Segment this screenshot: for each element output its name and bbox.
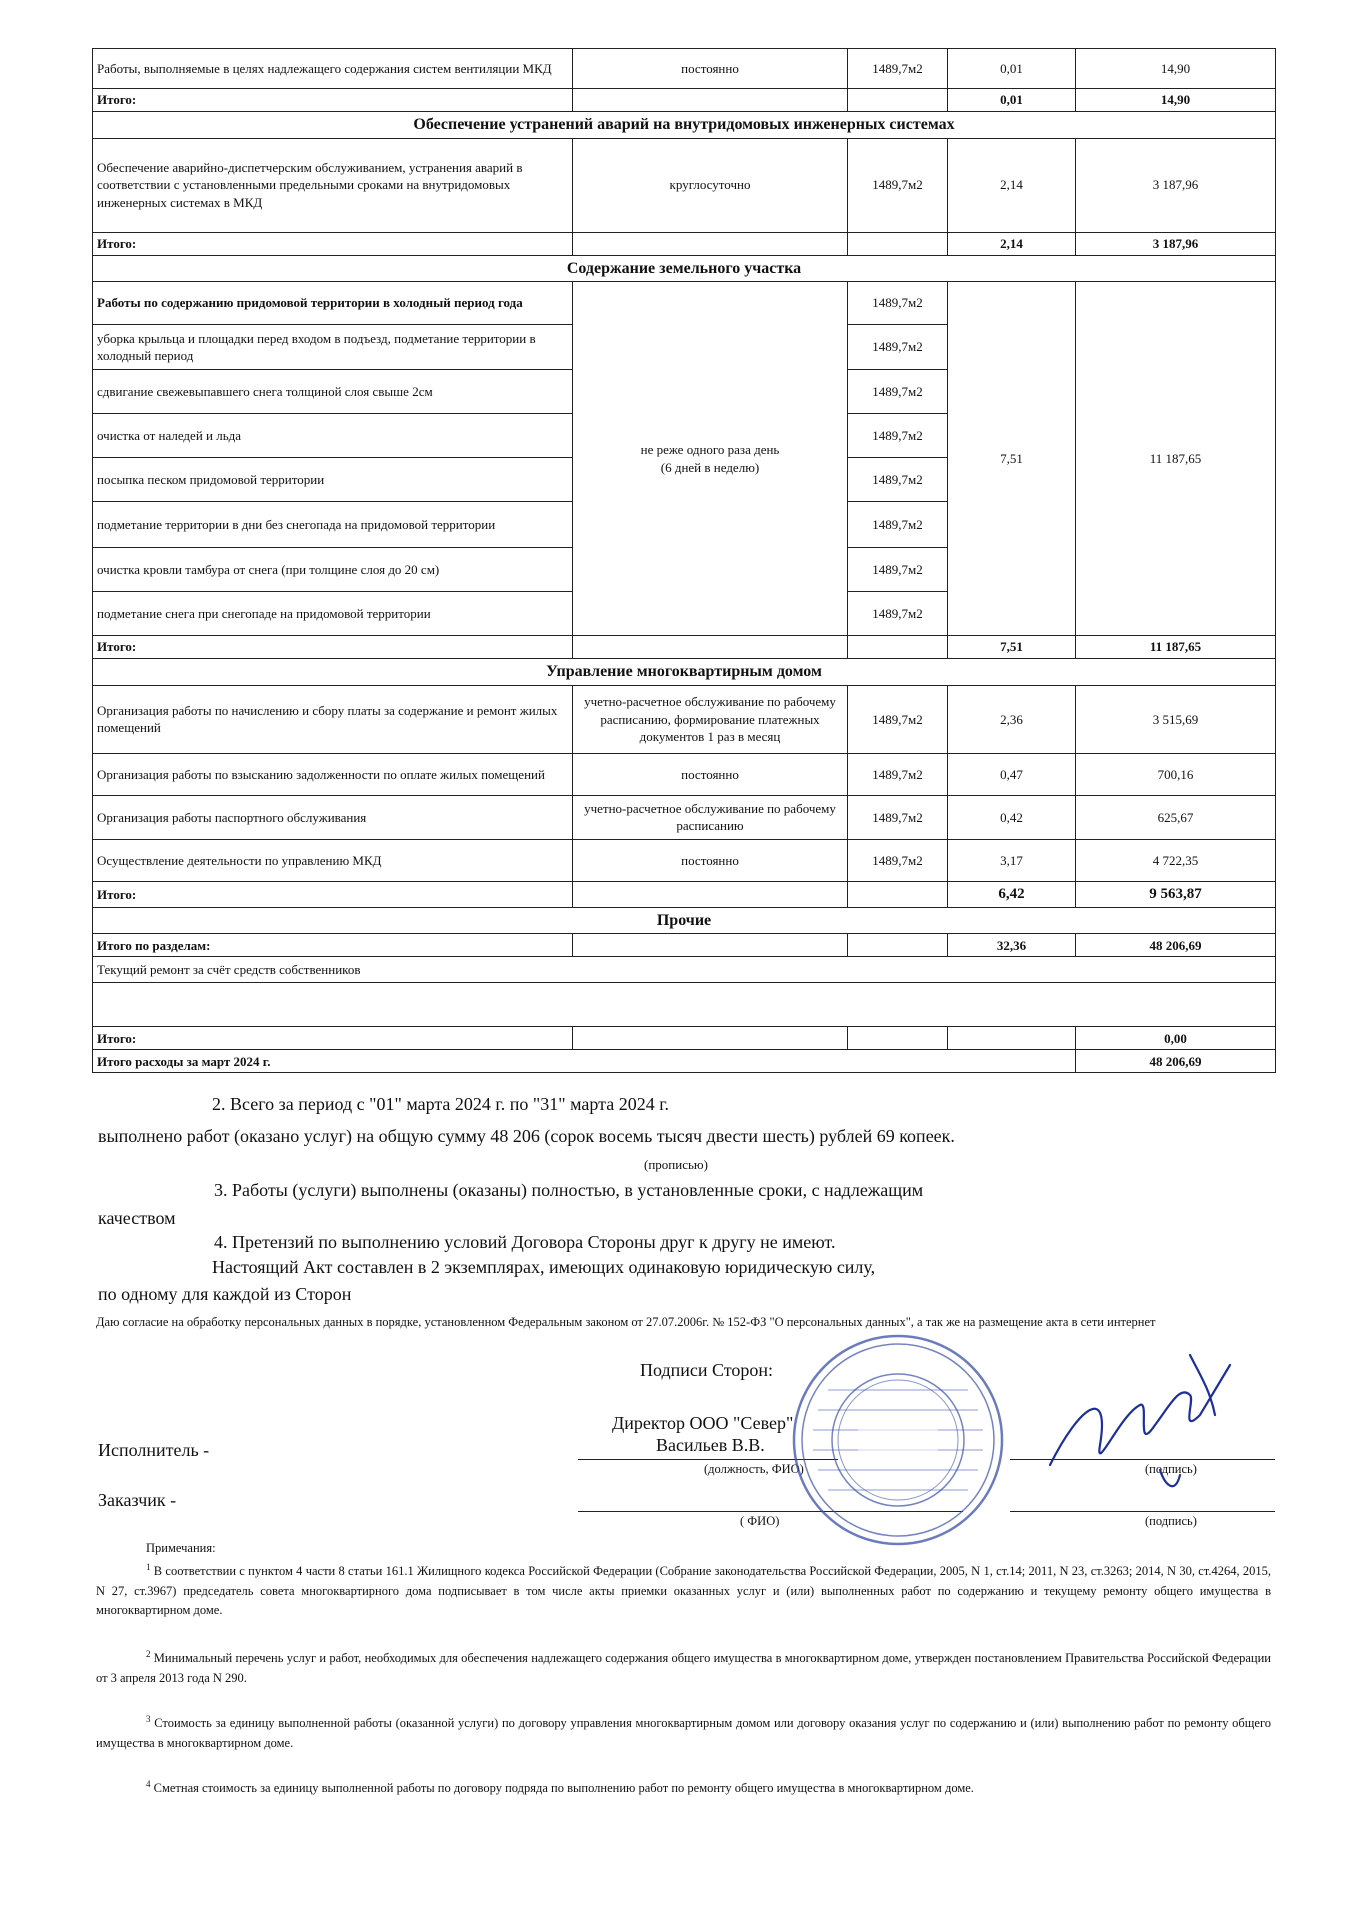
row-rate: 2,14 (948, 138, 1076, 232)
table-row (93, 282, 1276, 325)
row-unit: 1489,7м2 (848, 592, 948, 636)
note-1: $^1$ В соответствии с пунктом 4 части 8 статьи 161.1 Жилищного кодекса Российской Федерации (Собрание законодательства Российской Федерации, 2005, N 1, ст.14; 2011, N 23, ст.3263; 2014, N 30, ст.4264, 2015, N 27, ст.3967) председатель совета многоквартирного дома подписывает в том числе акты приемки оказанных услуг и (или) выполненных работ по содержанию и текущему ремонту общего имущества в многоквартирном доме. (96, 1562, 1271, 1617)
row-sum: 3 187,96 (1076, 138, 1276, 232)
note-4: $^4$ Сметная стоимость за единицу выполненной работы по договору подряда по выполнению работ по ремонту общего имущества в многоквартирном доме. (146, 1779, 974, 1796)
row-unit: 1489,7м2 (848, 458, 948, 502)
notes-title: Примечания: (146, 1541, 216, 1555)
total-sum: 48 206,69 (1076, 934, 1276, 957)
total-rate: 0,01 (948, 89, 1076, 112)
services-table (92, 48, 1276, 1073)
table-row (93, 957, 1276, 983)
row-frequency: учетно-расчетное обслуживание по рабочему расписанию (573, 795, 848, 839)
table-row (93, 49, 1276, 89)
total-rate: 6,42 (948, 881, 1076, 907)
table-row (93, 685, 1276, 753)
total-row (93, 89, 1276, 112)
section-header (93, 907, 1276, 934)
row-name: посыпка песком придомовой территории (93, 458, 573, 502)
row-unit: 1489,7м2 (848, 49, 948, 89)
row-unit: 1489,7м2 (848, 502, 948, 548)
row-name: Организация работы по взысканию задолженности по оплате жилых помещений (93, 753, 573, 795)
repair-title: Текущий ремонт за счёт средств собственников (93, 957, 1276, 983)
row-name: подметание снега при снегопаде на придомовой территории (93, 592, 573, 636)
total-label: Итого: (93, 881, 573, 907)
row-unit: 1489,7м2 (848, 548, 948, 592)
empty-row (93, 983, 1276, 1027)
total-sum: 14,90 (1076, 89, 1276, 112)
total-label: Итого: (93, 1027, 573, 1050)
row-frequency: постоянно (573, 49, 848, 89)
row-sum: 700,16 (1076, 753, 1276, 795)
note-4-text: Сметная стоимость за единицу выполненной работы по договору подряда по выполнению работ по ремонту общего имущества в многоквартирном доме. (153, 1781, 974, 1796)
total-sum: 48 206,69 (1076, 1050, 1276, 1073)
section-title: Содержание земельного участка (93, 255, 1276, 282)
total-row (93, 881, 1276, 907)
table-row (93, 795, 1276, 839)
row-name: Организация работы паспортного обслуживания (93, 795, 573, 839)
total-row (93, 1027, 1276, 1050)
paragraph-2: 2. Всего за период с "01" марта 2024 г. по "31" марта 2024 г. (212, 1094, 670, 1114)
total-label: Итого: (93, 232, 573, 255)
total-label: Итого по разделам: (93, 934, 573, 957)
total-sum: 9 563,87 (1076, 881, 1276, 907)
note-3: $^3$ Стоимость за единицу выполненной работы (оказанной услуги) по договору управления многоквартирным домом или договору оказания услуг по содержанию и (или) выполнению работ по ремонту общего имущества в многоквартирном доме. (96, 1714, 1272, 1750)
total-row (93, 232, 1276, 255)
row-unit: 1489,7м2 (848, 839, 948, 881)
row-frequency (573, 282, 848, 636)
section-title: Управление многоквартирным домом (93, 659, 1276, 686)
frequency-line: не реже одного раза день (640, 442, 780, 458)
paragraph-3: 3. Работы (услуги) выполнены (оказаны) полностью, в установленные сроки, с надлежащим (214, 1180, 924, 1200)
row-unit: 1489,7м2 (848, 753, 948, 795)
fio-caption: ( ФИО) (740, 1514, 780, 1528)
row-sum: 4 722,35 (1076, 839, 1276, 881)
signature-caption: (подпись) (1145, 1514, 1197, 1528)
row-frequency: учетно-расчетное обслуживание по рабочему расписанию, формирование платежных документов 1 раз в месяц (573, 685, 848, 753)
row-name: подметание территории в дни без снегопада на придомовой территории (93, 502, 573, 548)
row-rate: 3,17 (948, 839, 1076, 881)
row-name: уборка крыльца и площадки перед входом в подъезд, подметание территории в холодный период (93, 325, 573, 370)
table-row (93, 983, 1276, 1027)
total-label: Итого: (93, 636, 573, 659)
total-rate: 32,36 (948, 934, 1076, 957)
row-unit: 1489,7м2 (848, 795, 948, 839)
row-name: сдвигание свежевыпавшего снега толщиной слоя свыше 2см (93, 370, 573, 414)
note-2-text: Минимальный перечень услуг и работ, необходимых для обеспечения надлежащего содержания общего имущества в многоквартирном доме, утвержден постановлением Правительства Российской Федерации от 3 апреля 2013 года N 290. (96, 1651, 1271, 1685)
section-header (93, 112, 1276, 139)
executor-label: Исполнитель - (98, 1440, 210, 1460)
total-rate: 7,51 (948, 636, 1076, 659)
row-rate: 0,01 (948, 49, 1076, 89)
signature-icon (1040, 1345, 1240, 1505)
row-name: Осуществление деятельности по управлению МКД (93, 839, 573, 881)
total-row (93, 1050, 1276, 1073)
customer-sign-line (1010, 1511, 1275, 1512)
paragraph-3-cont: качеством (98, 1208, 176, 1228)
paragraph-5-cont: по одному для каждой из Сторон (98, 1284, 352, 1304)
paragraph-2-amount: выполнено работ (оказано услуг) на общую сумму 48 206 (сорок восемь тысяч двести шесть) рублей 69 копеек. (98, 1126, 955, 1146)
section-title: Прочие (93, 907, 1276, 934)
paragraph-4: 4. Претензий по выполнению условий Договора Стороны друг к другу не имеют. (214, 1232, 836, 1252)
table-row (93, 839, 1276, 881)
table-row (93, 138, 1276, 232)
row-rate: 2,36 (948, 685, 1076, 753)
row-unit: 1489,7м2 (848, 138, 948, 232)
row-name: Обеспечение аварийно-диспетчерским обслуживанием, устранения аварий в соответствии с установленными предельными сроками на внутридомовых инженерных системах в МКД (93, 138, 573, 232)
total-label: Итого расходы за март 2024 г. (93, 1050, 1076, 1073)
words-caption: (прописью) (644, 1157, 708, 1172)
row-name: очистка кровли тамбура от снега (при толщине слоя до 20 см) (93, 548, 573, 592)
row-frequency: круглосуточно (573, 138, 848, 232)
row-sum: 14,90 (1076, 49, 1276, 89)
note-3-text: Стоимость за единицу выполненной работы (оказанной услуги) по договору управления многоквартирным домом или договору оказания услуг по содержанию и (или) выполнению работ по ремонту общего имущества в многоквартирном доме. (96, 1716, 1272, 1750)
total-row (93, 636, 1276, 659)
row-unit: 1489,7м2 (848, 370, 948, 414)
paragraph-5: Настоящий Акт составлен в 2 экземплярах, имеющих одинаковую юридическую силу, (212, 1257, 876, 1277)
section-title: Обеспечение устранений аварий на внутридомовых инженерных системах (93, 112, 1276, 139)
section-header (93, 659, 1276, 686)
total-sum: 11 187,65 (1076, 636, 1276, 659)
customer-label: Заказчик - (98, 1490, 177, 1510)
company-stamp-icon (788, 1330, 1008, 1550)
row-frequency: постоянно (573, 839, 848, 881)
total-sum: 0,00 (1076, 1027, 1276, 1050)
position-caption: (должность, ФИО) (704, 1462, 804, 1476)
director-name: Васильев В.В. (656, 1435, 765, 1455)
note-2: $^2$ Минимальный перечень услуг и работ, необходимых для обеспечения надлежащего содержания общего имущества в многоквартирном доме, утвержден постановлением Правительства Российской Федерации от 3 апреля 2013 года N 290. (96, 1649, 1271, 1685)
row-name: Организация работы по начислению и сбору платы за содержание и ремонт жилых помещений (93, 685, 573, 753)
table-row (93, 753, 1276, 795)
row-name: Работы по содержанию придомовой территории в холодный период года (93, 282, 573, 325)
signatures-title: Подписи Сторон: (640, 1360, 774, 1380)
row-sum: 11 187,65 (1076, 282, 1276, 636)
row-rate: 7,51 (948, 282, 1076, 636)
row-name: очистка от наледей и льда (93, 414, 573, 458)
total-row (93, 934, 1276, 957)
row-unit: 1489,7м2 (848, 685, 948, 753)
note-1-text: В соответствии с пунктом 4 части 8 статьи 161.1 Жилищного кодекса Российской Федерации (Собрание законодательства Российской Федерации, 2005, N 1, ст.14; 2011, N 23, ст.3263; 2014, N 30, ст.4264, 2015, N 27, ст.3967) председатель совета многоквартирного дома подписывает в том числе акты приемки оказанных услуг и (или) выполненных работ по содержанию и текущему ремонту общего имущества в многоквартирном доме. (96, 1564, 1271, 1617)
director-title: Директор ООО "Север" (612, 1413, 794, 1433)
section-header (93, 255, 1276, 282)
row-frequency: постоянно (573, 753, 848, 795)
total-rate: 2,14 (948, 232, 1076, 255)
row-rate: 0,47 (948, 753, 1076, 795)
total-sum: 3 187,96 (1076, 232, 1276, 255)
total-label: Итого: (93, 89, 573, 112)
row-sum: 3 515,69 (1076, 685, 1276, 753)
row-name: Работы, выполняемые в целях надлежащего содержания систем вентиляции МКД (93, 49, 573, 89)
frequency-line: (6 дней в неделю) (660, 459, 760, 475)
row-unit: 1489,7м2 (848, 325, 948, 370)
row-rate: 0,42 (948, 795, 1076, 839)
consent-text: Даю согласие на обработку персональных данных в порядке, установленном Федеральным законом от 27.07.2006г. № 152-ФЗ "О персональных данных", а так же на размещение акта в сети интернет (96, 1315, 1156, 1329)
row-sum: 625,67 (1076, 795, 1276, 839)
row-unit: 1489,7м2 (848, 282, 948, 325)
signature-caption: (подпись) (1145, 1462, 1197, 1476)
row-unit: 1489,7м2 (848, 414, 948, 458)
